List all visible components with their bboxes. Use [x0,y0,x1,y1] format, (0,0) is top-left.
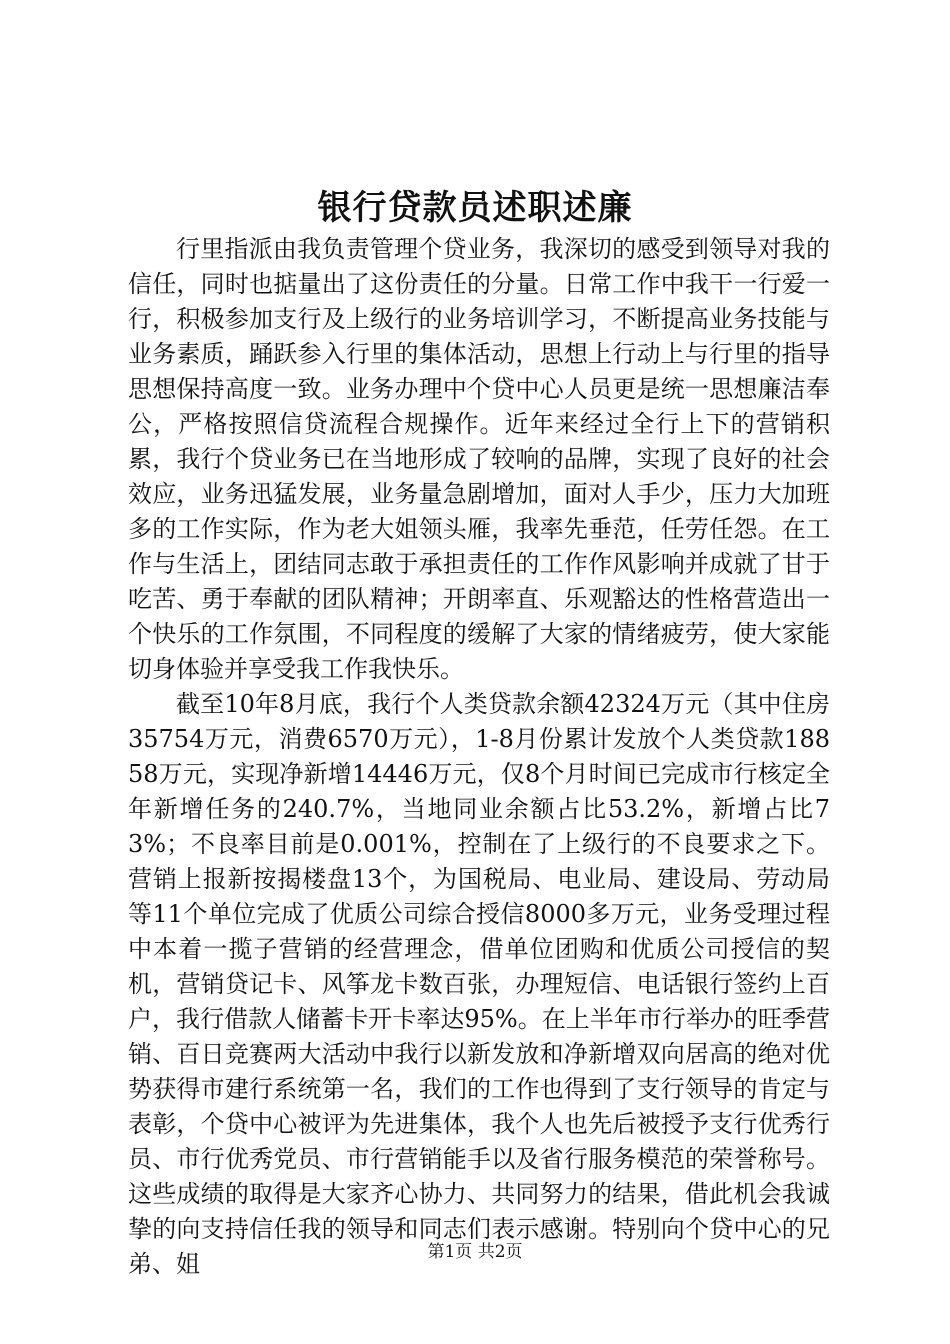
paragraph-2: 截至10年8月底，我行个人类贷款余额42324万元（其中住房35754万元，消费6570万元），1-8月份累计发放个人类贷款18858万元，实现净新增14446万元，仅8个月时间已完成市行核定全年新增任务的240.7%，当地同业余额占比53.2%，新增占比73%；不良率目前是0.001%，控制在了上级行的不良要求之下。营销上报新按揭楼盘13个，为国税局、电业局、建设局、劳动局等11个单位完成了优质公司综合授信8000多万元，业务受理过程中本着一揽子营销的经营理念，借单位团购和优质公司授信的契机，营销贷记卡、风筝龙卡数百张，办理短信、电话银行签约上百户，我行借款人储蓄卡开卡率达95%。在上半年市行举办的旺季营销、百日竞赛两大活动中我行以新发放和净新增双向居高的绝对优势获得市建行系统第一名，我们的工作也得到了支行领导的肯定与表彰，个贷中心被评为先进集体，我个人也先后被授予支行优秀行员、市行优秀党员、市行营销能手以及省行服务模范的荣誉称号。这些成绩的取得是大家齐心协力、共同努力的结果，借此机会我诚挚的向支持信任我的领导和同志们表示感谢。特别向个贷中心的兄弟、姐 [128,690,830,1278]
document-title: 银行贷款员述职述廉 [317,188,633,228]
document-body [128,232,830,1282]
paragraph-1: 行里指派由我负责管理个贷业务，我深切的感受到领导对我的信任，同时也掂量出了这份责任的分量。日常工作中我干一行爱一行，积极参加支行及上级行的业务培训学习，不断提高业务技能与业务素质，踊跃参入行里的集体活动，思想上行动上与行里的指导思想保持高度一致。业务办理中个贷中心人员更是统一思想廉洁奉公，严格按照信贷流程合规操作。近年来经过全行上下的营销积累，我行个贷业务已在当地形成了较响的品牌，实现了良好的社会效应，业务迅猛发展，业务量急剧增加，面对人手少，压力大加班多的工作实际，作为老大姐领头雁，我率先垂范，任劳任怨。在工作与生活上，团结同志敢于承担责任的工作作风影响并成就了甘于吃苦、勇于奉献的团队精神；开朗率直、乐观豁达的性格营造出一个快乐的工作氛围，不同程度的缓解了大家的情绪疲劳，使大家能切身体验并享受我工作我快乐。 [128,235,830,683]
page-number-footer: 第1页 共2页 [427,1242,523,1262]
